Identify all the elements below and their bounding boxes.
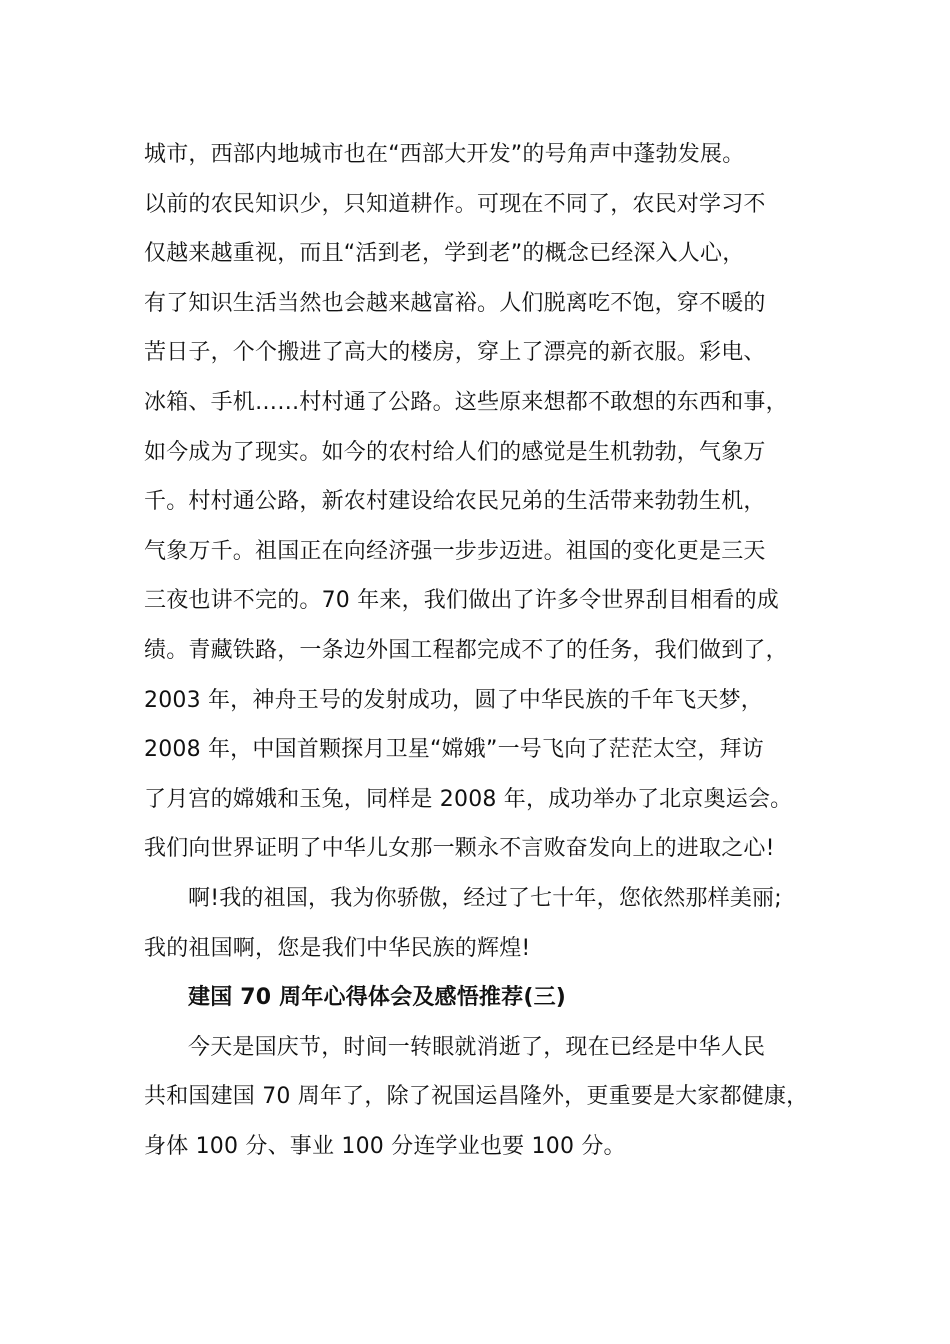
text-line: 我们向世界证明了中华儿女那一颗永不言败奋发向上的进取之心!: [144, 836, 775, 862]
text-line: 城市，西部内地城市也在“西部大开发”的号角声中蓬勃发展。: [144, 142, 745, 167]
text-line: 啊!我的祖国，我为你骄傲，经过了七十年，您依然那样美丽;: [188, 885, 782, 911]
document-body: [144, 130, 814, 1171]
text-line: 如今成为了现实。如今的农村给人们的感觉是生机勃勃，气象万: [144, 439, 766, 465]
text-line: 三夜也讲不完的。70 年来，我们做出了许多令世界刮目相看的成: [144, 588, 779, 614]
paragraph-1: [144, 130, 814, 874]
paragraph-2: [144, 874, 814, 973]
section-heading: 建国 70 周年心得体会及感悟推荐(三): [188, 985, 567, 1011]
text-line: 以前的农民知识少，只知道耕作。可现在不同了，农民对学习不: [144, 191, 766, 217]
text-line: 绩。青藏铁路，一条边外国工程都完成不了的任务，我们做到了，: [144, 637, 788, 663]
paragraph-3: [144, 1023, 814, 1172]
text-line: 今天是国庆节，时间一转眼就消逝了，现在已经是中华人民: [188, 1034, 766, 1060]
text-line: 千。村村通公路，新农村建设给农民兄弟的生活带来勃勃生机，: [144, 489, 766, 515]
text-line: 苦日子，个个搬进了高大的楼房，穿上了漂亮的新衣服。彩电、: [144, 340, 766, 366]
text-line: 气象万千。祖国正在向经济强一步步迈进。祖国的变化更是三天: [144, 538, 766, 564]
text-line: 冰箱、手机……村村通了公路。这些原来想都不敢想的东西和事，: [144, 389, 788, 415]
text-line: 身体 100 分、事业 100 分连学业也要 100 分。: [144, 1133, 626, 1159]
text-line: 我的祖国啊，您是我们中华民族的辉煌!: [144, 935, 531, 961]
text-line: 共和国建国 70 周年了，除了祝国运昌隆外，更重要是大家都健康，: [144, 1084, 809, 1110]
text-line: 有了知识生活当然也会越来越富裕。人们脱离吃不饱，穿不暖的: [144, 290, 766, 316]
text-line: 2003 年，神舟王号的发射成功，圆了中华民族的千年飞天梦，: [144, 687, 763, 713]
text-line: 2008 年，中国首颗探月卫星“嫦娥”一号飞向了茫茫太空，拜访: [144, 737, 764, 763]
text-line: 仅越来越重视，而且“活到老，学到老”的概念已经深入人心，: [144, 241, 745, 267]
text-line: 了月宫的嫦娥和玉兔，同样是 2008 年，成功举办了北京奥运会。: [144, 786, 793, 812]
